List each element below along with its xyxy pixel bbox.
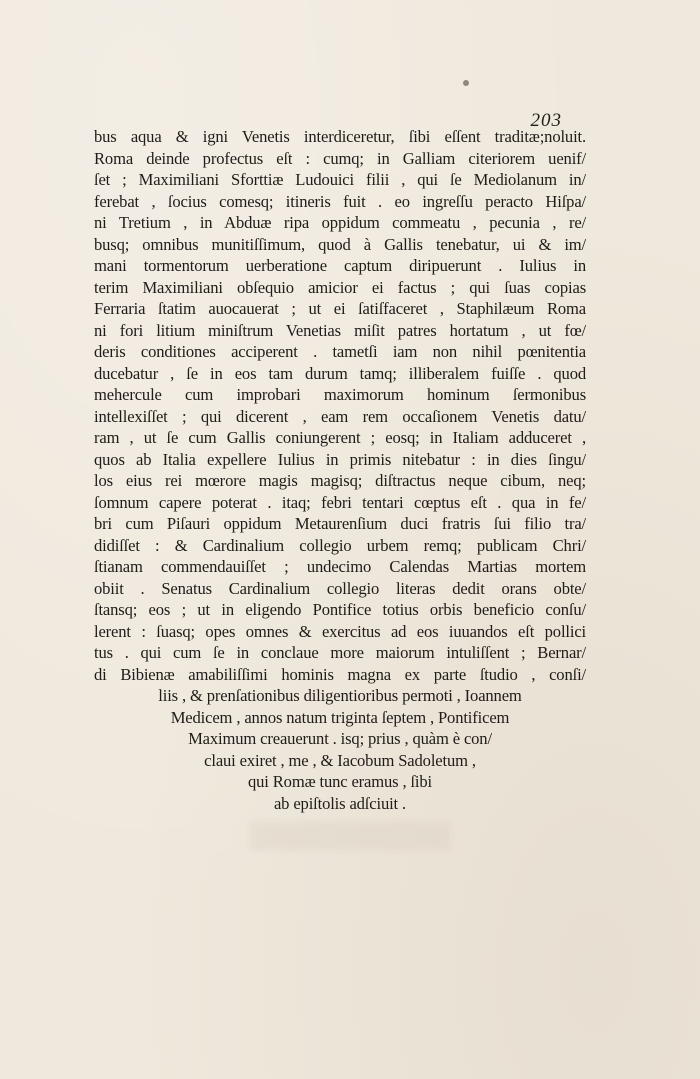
body-text: [94, 126, 586, 814]
text-line: bri cum Piſauri oppidum Metaurenſium duci fratris ſui filio tra/: [94, 514, 586, 533]
text-line: tus . qui cum ſe in conclaue more maiorum intuliſſent ; Bernar/: [94, 643, 586, 662]
text-line: ducebatur , ſe in eos tam durum tamq; illiberalem fuiſſe . quod: [94, 363, 586, 383]
text-line: ab epiſtolis adſciuit .: [273, 793, 407, 813]
text-line: intellexiſſet ; qui dicerent , eam rem occaſionem Venetis datu/: [94, 406, 586, 426]
text-line: mehercule cum improbari maximorum hominum ſermonibus: [94, 385, 586, 404]
text-line: Maximum creauerunt . isq; prius , quàm è con/: [188, 729, 492, 748]
text-line: obiit . Senatus Cardinalium collegio literas dedit orans obte/: [94, 578, 586, 598]
text-line: liis , & prenſationibus diligentioribus permoti , Ioannem: [158, 686, 522, 705]
text-line: qui Romæ tunc eramus , ſibi: [248, 772, 432, 791]
text-line: claui exiret , me , & Iacobum Sadoletum ,: [204, 750, 476, 770]
text-line: di Bibienæ amabiliſſimi hominis magna ex parte ſtudio , conſi/: [94, 664, 586, 684]
text-line: ſtianam commendauiſſet ; undecimo Calendas Martias mortem: [94, 557, 586, 576]
text-line: ſomnum capere poterat . itaq; febri tentari cœptus eſt . qua in fe/: [94, 492, 586, 512]
text-line: los eius rei mœrore magis magisq; diſtractus neque cibum, neq;: [94, 471, 586, 490]
bleed-through-shadow: [250, 822, 450, 850]
text-line: mani tormentorum uerberatione captum diripuerunt . Iulius in: [94, 256, 586, 275]
text-line: terim Maximiliani obſequio amicior ei factus ; qui ſuas copias: [94, 277, 586, 297]
text-line: ſtansq; eos ; ut in eligendo Pontifice totius orbis beneficio conſu/: [94, 600, 586, 619]
text-line: ſet ; Maximiliani Sforttiæ Ludouici filii , qui ſe Mediolanum in/: [94, 170, 586, 189]
text-line: Medicem , annos natum triginta ſeptem , Pontificem: [170, 707, 510, 727]
page-number: 203: [530, 110, 562, 131]
ink-speck: [463, 80, 469, 86]
text-line: Roma deinde profectus eſt : cumq; in Galliam citeriorem uenif/: [94, 148, 586, 168]
text-line: busq; omnibus munitiſſimum, quod à Gallis tenebatur, ui & im/: [94, 234, 586, 254]
text-line: didiſſet : & Cardinalium collegio urbem remq; publicam Chri/: [94, 535, 586, 555]
text-line: bus aqua & igni Venetis interdiceretur, ſibi eſſent traditæ;noluit.: [94, 127, 586, 146]
text-line: Ferraria ſtatim auocauerat ; ut ei ſatiſfaceret , Staphilæum Roma: [94, 299, 586, 318]
text-line: lerent : ſuasq; opes omnes & exercitus ad eos iuuandos eſt pollici: [94, 621, 586, 641]
text-line: ram , ut ſe cum Gallis coniungerent ; eosq; in Italiam adduceret ,: [94, 428, 586, 447]
text-line: ni Tretium , in Abduæ ripa oppidum commeatu , pecunia , re/: [94, 213, 586, 232]
text-line: ni fori litium miniſtrum Venetias miſit patres hortatum , ut fœ/: [94, 320, 586, 340]
text-line: quos ab Italia expellere Iulius in primis nitebatur : in dies ſingu/: [94, 449, 586, 469]
text-line: ferebat , ſocius comesq; itineris fuit . eo ingreſſu peracto Hiſpa/: [94, 191, 586, 211]
text-line: deris conditiones acciperent . tametſi iam non nihil pœnitentia: [94, 342, 586, 361]
